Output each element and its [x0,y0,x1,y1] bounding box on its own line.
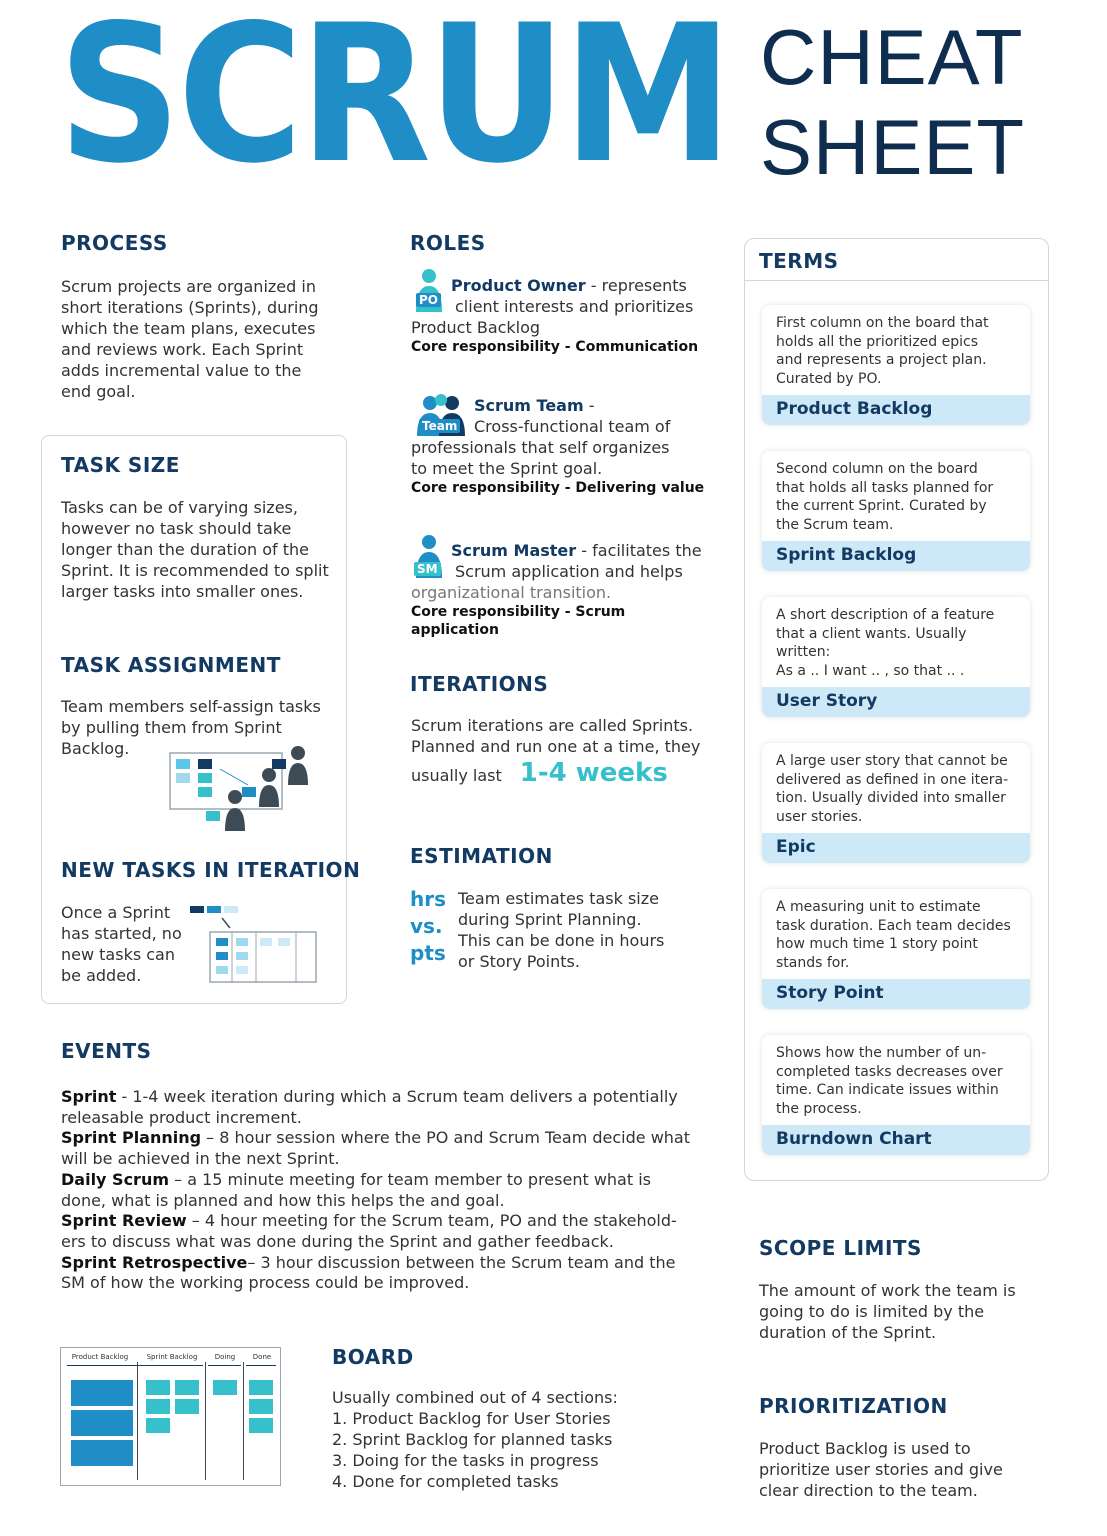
task-assignment-illustration [168,745,313,835]
board-col-sprint-backlog: Sprint Backlog [146,1353,198,1361]
new-tasks-text: Once a Sprint has started, no new tasks can be added. [61,903,182,985]
prioritization-heading: PRIORITIZATION [759,1394,948,1418]
term-burndown-chart: Shows how the number of un- completed tasks decreases over time. Can indicate issues within the process. Burndown Chart [762,1035,1030,1155]
role-scrum-team: Scrum Team - Cross-functional team of professionals that self organizes to meet the Sprint goal. Core responsibility - Delivering value [411,396,705,496]
po-badge: PO [416,293,441,307]
board-text: Usually combined out of 4 sections: 1. Product Backlog for User Stories 2. Sprint Backlog for planned tasks 3. Doing for the tasks in progress 4. Done for completed tasks [332,1388,618,1491]
event-sprint-review: Sprint Review – 4 hour meeting for the Scrum team, PO and the stakehold- ers to discuss what was done during the Sprint and gather feedback. [61,1211,677,1251]
new-tasks-heading: NEW TASKS IN ITERATION [61,858,361,882]
event-sprint-planning: Sprint Planning – 8 hour session where the PO and Scrum Team decide what will be achieved in the next Sprint. [61,1128,690,1169]
term-product-backlog: First column on the board that holds all the prioritized epics and represents a project plan. Curated by PO. Product Backlog [762,305,1030,425]
iterations-text: Scrum iterations are called Sprints. Planned and run one at a time, they usually last 1-4 weeks [411,716,701,788]
iterations-duration: 1-4 weeks [519,758,668,788]
scope-limits-heading: SCOPE LIMITS [759,1236,922,1260]
estimation-text: Team estimates task size during Sprint Planning. This can be done in hours or Story Points. [458,889,665,971]
terms-heading: TERMS [759,249,839,273]
task-assignment-heading: TASK ASSIGNMENT [61,653,281,677]
prioritization-text: Product Backlog is used to prioritize user stories and give clear direction to the team. [759,1439,1003,1500]
event-sprint-retrospective: Sprint Retrospective– 3 hour discussion between the Scrum team and the SM of how the working process could be improved. [61,1252,676,1293]
board-col-done: Done [252,1353,272,1361]
board-heading: BOARD [332,1345,414,1369]
events-heading: EVENTS [61,1039,152,1063]
events-list [61,1087,731,1294]
term-sprint-backlog: Second column on the board that holds all tasks planned for the current Sprint. Curated by the Scrum team. Sprint Backlog [762,451,1030,571]
event-daily-scrum: Daily Scrum – a 15 minute meeting for team member to present what is done, what is planned and how this helps the and goal. [61,1169,651,1210]
task-assignment-text: Team members self-assign tasks by pulling them from Sprint Backlog. [61,697,321,758]
roles-heading: ROLES [410,231,486,255]
role-scrum-master: Scrum Master - facilitates the Scrum application and helps organizational transition. Core responsibility - Scrum application [411,541,702,638]
estimation-heading: ESTIMATION [410,844,553,868]
process-text: Scrum projects are organized in short iterations (Sprints), during which the team plans, executes and reviews work. Each Sprint adds incremental value to the end goal. [61,277,319,401]
team-badge: Team [419,419,460,433]
process-heading: PROCESS [61,231,168,255]
iterations-heading: ITERATIONS [410,672,549,696]
term-user-story: A short description of a feature that a client wants. Usually written: As a .. I want .. , so that .. . User Story [762,597,1030,717]
new-tasks-illustration [186,900,321,985]
term-story-point: A measuring unit to estimate task duration. Each team decides how much time 1 story point stands for. Story Point [762,889,1030,1009]
main-title: SCRUM [58,0,730,205]
task-size-text: Tasks can be of varying sizes, however no task should take longer than the duration of the Sprint. It is recommended to split larger tasks into smaller ones. [61,498,329,601]
subtitle-line-1: CHEAT [760,13,1024,101]
role-product-owner: Product Owner - represents client interests and prioritizes Product Backlog Core responsibility - Communication [411,276,699,355]
board-illustration [60,1347,281,1486]
sm-badge: SM [414,562,441,576]
event-sprint: Sprint - 1-4 week iteration during which a Scrum team delivers a potentially releasable product increment. [61,1087,678,1127]
term-epic: A large user story that cannot be delivered as defined in one itera- tion. Usually divided into smaller user stories. Epic [762,743,1030,863]
board-col-product-backlog: Product Backlog [71,1353,129,1361]
terms-divider [745,280,1048,281]
board-col-doing: Doing [214,1353,236,1361]
scope-limits-text: The amount of work the team is going to do is limited by the duration of the Sprint. [759,1281,1016,1342]
subtitle-line-2: SHEET [760,103,1026,191]
task-size-heading: TASK SIZE [61,453,180,477]
estimation-labels: hrs vs. pts [410,887,447,965]
